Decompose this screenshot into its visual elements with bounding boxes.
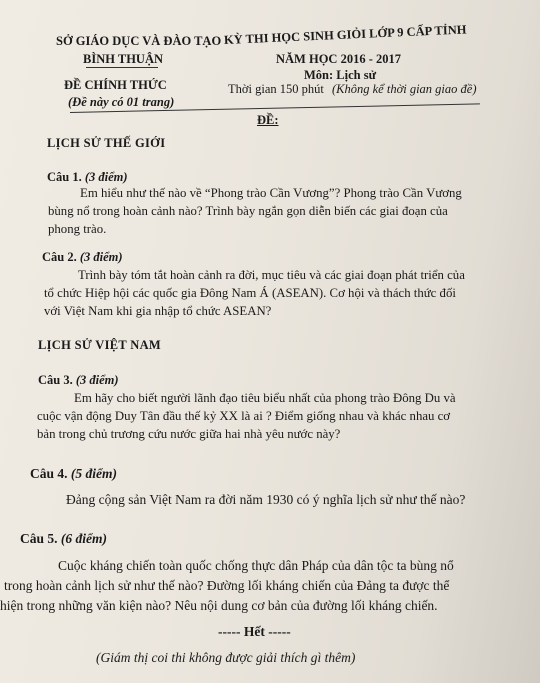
exam-title: KỲ THI HỌC SINH GIỎI LỚP 9 CẤP TỈNH: [223, 22, 467, 47]
question-2-line-2: tổ chức Hiệp hội các quốc gia Đông Nam Á (ASEAN). Cơ hội và thách thức đối: [44, 286, 456, 300]
subject: Môn: Lịch sử: [304, 68, 377, 82]
official-label: ĐỀ CHÍNH THỨC: [64, 78, 167, 92]
province-name: BÌNH THUẬN: [83, 52, 163, 66]
pages-note: (Đề này có 01 trang): [68, 95, 175, 109]
province-underline: [86, 67, 158, 68]
section-world-history: LỊCH SỬ THẾ GIỚI: [47, 136, 166, 150]
question-1-heading: Câu 1. (3 điểm): [47, 170, 128, 184]
question-1-line-1: Em hiểu như thế nào về “Phong trào Cần Vương”? Phong trào Cần Vương: [80, 186, 462, 200]
question-1-line-2: bùng nổ trong hoàn cảnh nào? Trình bày ngắn gọn diễn biến các giai đoạn của: [48, 204, 448, 218]
question-1-line-3: phong trào.: [48, 222, 107, 236]
end-marker: ----- Hết -----: [218, 624, 291, 639]
question-2-heading: Câu 2. (3 điểm): [42, 250, 123, 264]
question-3-heading: Câu 3. (3 điểm): [38, 373, 119, 387]
question-4-line-1: Đảng cộng sản Việt Nam ra đời năm 1930 có ý nghĩa lịch sử như thế nào?: [66, 492, 466, 507]
question-3-line-3: bản trong chủ trương cứu nước giữa hai nhà yêu nước này?: [37, 427, 341, 441]
question-5-line-1: Cuộc kháng chiến toàn quốc chống thực dân Pháp của dân tộc ta bùng nổ: [58, 558, 454, 573]
question-4-heading: Câu 4. (5 điểm): [30, 466, 118, 481]
school-year: NĂM HỌC 2016 - 2017: [276, 52, 401, 66]
question-3-line-1: Em hãy cho biết người lãnh đạo tiêu biểu nhất của phong trào Đông Du và: [74, 391, 456, 405]
question-5-heading: Câu 5. (6 điểm): [20, 531, 108, 546]
question-2-line-3: với Việt Nam khi gia nhập tổ chức ASEAN?: [44, 304, 272, 318]
exam-time: Thời gian 150 phút: [228, 82, 324, 96]
question-5-line-2: trong hoàn cảnh lịch sử như thế nào? Đường lối kháng chiến của Đảng ta được thể: [4, 578, 450, 593]
exam-time-note: (Không kể thời gian giao đề): [332, 82, 477, 96]
question-3-line-2: cuộc vận động Duy Tân đầu thế kỷ XX là ai ? Điểm giống nhau và khác nhau cơ: [37, 409, 451, 423]
de-label: ĐỀ:: [257, 113, 279, 127]
question-2-line-1: Trình bày tóm tắt hoàn cảnh ra đời, mục tiêu và các giai đoạn phát triển của: [78, 268, 465, 282]
proctor-note: (Giám thị coi thi không được giải thích gì thêm): [96, 650, 356, 665]
section-vietnam-history: LỊCH SỬ VIỆT NAM: [38, 338, 161, 352]
department-name: SỞ GIÁO DỤC VÀ ĐÀO TẠO: [56, 34, 222, 48]
question-5-line-3: hiện trong những văn kiện nào? Nêu nội dung cơ bản của đường lối kháng chiến.: [0, 598, 438, 613]
